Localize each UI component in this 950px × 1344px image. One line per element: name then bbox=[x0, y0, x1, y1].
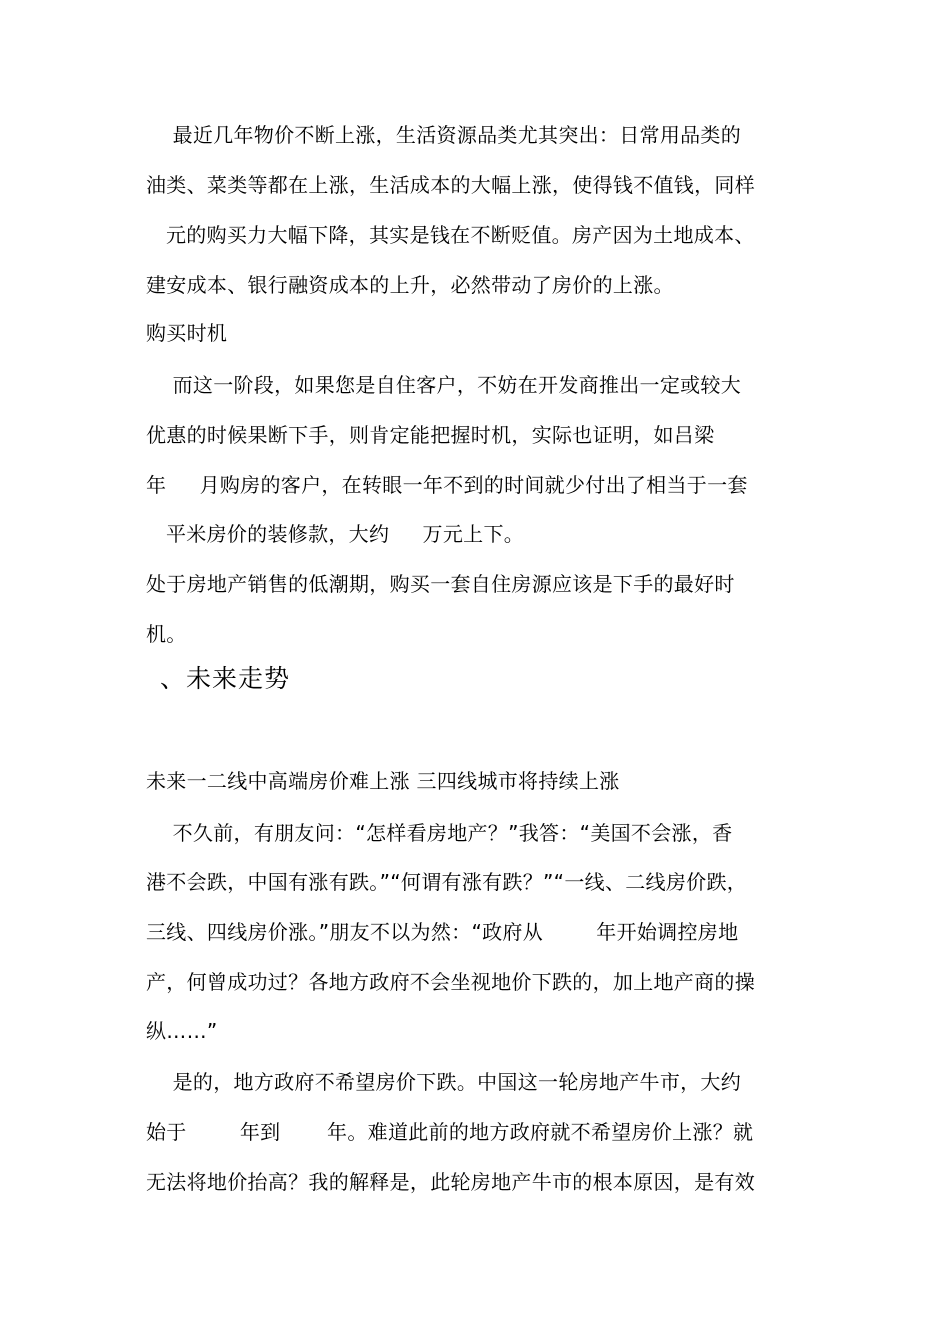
paragraph-line: 无法将地价抬高？我的解释是，此轮房地产牛市的根本原因，是有效 bbox=[146, 1170, 755, 1194]
subheading: 未来一二线中高端房价难上涨 三四线城市将持续上涨 bbox=[146, 769, 620, 793]
paragraph-line: 而这一阶段，如果您是自住客户，不妨在开发商推出一定或较大 bbox=[146, 373, 742, 397]
paragraph-line: 三线、四线房价涨。”朋友不以为然：“政府从 年开始调控房地 bbox=[146, 920, 739, 944]
paragraph-line: 处于房地产销售的低潮期，购买一套自住房源应该是下手的最好时 bbox=[146, 572, 735, 596]
paragraph-line: 元的购买力大幅下降，其实是钱在不断贬值。房产因为土地成本、 bbox=[146, 223, 755, 247]
paragraph-line: 优惠的时候果断下手，则肯定能把握时机，实际也证明，如吕梁 bbox=[146, 423, 715, 447]
paragraph-line: 平米房价的装修款，大约 万元上下。 bbox=[146, 522, 525, 546]
paragraph-line: 建安成本、银行融资成本的上升，必然带动了房价的上涨。 bbox=[146, 273, 674, 297]
paragraph-line: 年 月购房的客户，在转眼一年不到的时间就少付出了相当于一套 bbox=[146, 473, 748, 497]
paragraph-line: 是的，地方政府不希望房价下跌。中国这一轮房地产牛市，大约 bbox=[146, 1070, 742, 1094]
section-heading: 购买时机 bbox=[146, 321, 228, 345]
paragraph-line: 始于 年到 年。难道此前的地方政府就不希望房价上涨？就 bbox=[146, 1120, 754, 1144]
paragraph-line: 港不会跌，中国有涨有跌。”“何谓有涨有跌？”“一线、二线房价跌， bbox=[146, 870, 748, 894]
paragraph-line: 纵……” bbox=[146, 1019, 218, 1043]
paragraph-line: 产，何曾成功过？各地方政府不会坐视地价下跌的，加上地产商的操 bbox=[146, 970, 755, 994]
paragraph-line: 不久前，有朋友问：“怎样看房地产？”我答：“美国不会涨，香 bbox=[146, 821, 733, 845]
paragraph-line: 机。 bbox=[146, 622, 187, 646]
section-heading: 、未来走势 bbox=[160, 664, 291, 693]
paragraph-line: 油类、菜类等都在上涨，生活成本的大幅上涨，使得钱不值钱，同样 bbox=[146, 173, 755, 197]
paragraph-line: 最近几年物价不断上涨，生活资源品类尤其突出：日常用品类的 bbox=[146, 123, 742, 147]
